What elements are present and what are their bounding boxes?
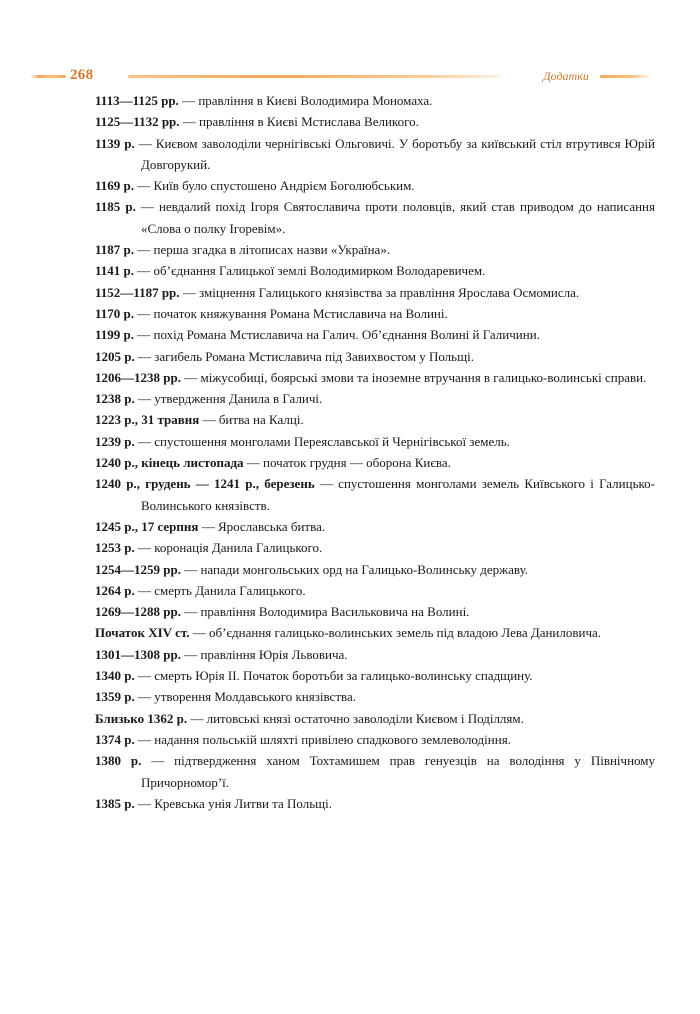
entry-date: 1205 р. (95, 348, 135, 364)
chronology-entry (95, 622, 655, 643)
entry-description: — смерть Юрія II. Початок боротьби за галицько-волинську спадщину. (134, 668, 533, 684)
entry-date: 1254—1259 рр. (95, 561, 181, 577)
entry-date: 1240 р., грудень — 1241 р., березень (95, 476, 315, 492)
chronology-entry (95, 346, 655, 367)
entry-description: — смерть Данила Галицького. (134, 582, 306, 598)
chronology-entry (95, 686, 655, 707)
header-rule-middle (128, 75, 500, 78)
section-title: Додатки (543, 69, 589, 83)
entry-date: 1245 р., 17 серпня (95, 518, 199, 534)
entry-description: — об’єднання Галицької землі Володимирком Володаревичем. (134, 263, 486, 279)
chronology-entry (95, 516, 655, 537)
entry-date: 1359 р. (95, 689, 135, 705)
entry-description: — Кревська унія Литви та Польщі. (134, 795, 333, 811)
chronology-entry (95, 473, 655, 516)
chronology-entry (95, 559, 655, 580)
entry-date: 1380 р. (95, 753, 142, 769)
entry-date: 1385 р. (95, 795, 135, 811)
entry-description: — загибель Романа Мстиславича під Завихвостом у Польщі. (134, 348, 474, 364)
chronology-entry (95, 90, 655, 111)
entry-date: 1125—1132 рр. (95, 114, 180, 130)
entry-date: 1187 р. (95, 242, 135, 258)
entry-description: — початок княжування Романа Мстиславича на Волині. (134, 305, 448, 321)
entry-description: — Києвом заволоділи чернігівські Ольговичі. У боротьбу за київський стіл втрутився Юрій Довгорукий. (134, 135, 655, 172)
header-rule-left (30, 75, 66, 78)
entry-description: — литовські князі остаточно заволоділи Києвом і Поділлям. (187, 710, 524, 726)
page-header (0, 62, 700, 88)
chronology-entry (95, 111, 655, 132)
entry-date: 1206—1238 рр. (95, 369, 181, 385)
entry-description: — коронація Данила Галицького. (134, 540, 323, 556)
entry-description: — утвердження Данила в Галичі. (134, 391, 323, 407)
entry-description: — правління Юрія Львовича. (180, 646, 348, 662)
entry-description: — правління в Києві Володимира Мономаха. (178, 93, 433, 108)
chronology-entry (95, 196, 655, 239)
entry-date: 1340 р. (95, 668, 135, 684)
entry-date: 1139 р. (95, 135, 135, 151)
entry-date: 1264 р. (95, 582, 135, 598)
entry-date: 1199 р. (95, 327, 135, 343)
entry-date: 1240 р., кінець листопада (95, 455, 244, 471)
chronology-list (95, 90, 655, 814)
chronology-entry (95, 580, 655, 601)
chronology-entry (95, 409, 655, 430)
chronology-entry (95, 793, 655, 814)
entry-description: — утворення Молдавського князівства. (134, 689, 356, 705)
entry-date: 1185 р. (95, 199, 136, 215)
entry-date: 1301—1308 рр. (95, 646, 181, 662)
chronology-entry (95, 750, 655, 793)
chronology-entry (95, 303, 655, 324)
chronology-entry (95, 324, 655, 345)
entry-description: — міжусобиці, боярські змови та іноземне втручання в галицько-волинські справи. (180, 369, 647, 385)
chronology-entry (95, 239, 655, 260)
entry-date: 1374 р. (95, 731, 135, 747)
chronology-entry (95, 133, 655, 176)
chronology-entry (95, 708, 655, 729)
entry-date: 1113—1125 рр. (95, 93, 179, 108)
chronology-entry (95, 175, 655, 196)
chronology-entry (95, 452, 655, 473)
entry-description: — надання польській шляхті привілею спадкового землеволодіння. (134, 731, 511, 747)
entry-date: 1141 р. (95, 263, 135, 279)
chronology-entry (95, 431, 655, 452)
entry-date: Близько 1362 р. (95, 710, 188, 726)
entry-date: 1269—1288 рр. (95, 604, 181, 620)
entry-date: 1170 р. (95, 305, 135, 321)
header-rule-right (600, 75, 652, 78)
chronology-entry (95, 282, 655, 303)
entry-description: — правління Володимира Васильковича на Волині. (180, 604, 470, 620)
entry-description: — похід Романа Мстиславича на Галич. Об’єднання Волині й Галичини. (134, 327, 540, 343)
chronology-entry (95, 644, 655, 665)
entry-description: — перша згадка в літописах назви «Україна». (134, 242, 391, 258)
entry-date: 1238 р. (95, 391, 135, 407)
chronology-entry (95, 388, 655, 409)
entry-date: 1239 р. (95, 433, 135, 449)
chronology-entry (95, 537, 655, 558)
chronology-entry (95, 260, 655, 281)
entry-description: — напади монгольських орд на Галицько-Волинську державу. (180, 561, 529, 577)
entry-description: — невдалий похід Ігоря Святославича проти половців, який став приводом до написання «Слова о полку Ігоревім». (135, 199, 655, 236)
entry-description: — Київ було спустошено Андрієм Боголюбським. (134, 178, 415, 194)
entry-description: — спустошення монголами земель Київського і Галицько-Волинського князівств. (141, 476, 655, 513)
entry-date: 1169 р. (95, 178, 135, 194)
chronology-entry (95, 665, 655, 686)
entry-description: — зміцнення Галицького князівства за правління Ярослава Осмомисла. (179, 284, 580, 300)
entry-date: 1152—1187 рр. (95, 284, 180, 300)
entry-description: — початок грудня — оборона Києва. (243, 455, 451, 471)
chronology-entry (95, 729, 655, 750)
chronology-entry (95, 367, 655, 388)
entry-date: Початок XIV ст. (95, 625, 190, 641)
entry-description: — правління в Києві Мстислава Великого. (179, 114, 419, 130)
page-number: 268 (70, 67, 94, 83)
chronology-entry (95, 601, 655, 622)
entry-description: — спустошення монголами Переяславської й Чернігівської земель. (134, 433, 510, 449)
entry-description: — об’єднання галицько-волинських земель під владою Лева Даниловича. (189, 625, 602, 641)
entry-date: 1223 р., 31 травня (95, 412, 200, 428)
entry-description: — Ярославська битва. (198, 518, 326, 534)
entry-description: — підтвердження ханом Тохтамишем прав генуезців на володіння у Північному Причорномор’ї. (141, 753, 656, 790)
entry-description: — битва на Калці. (199, 412, 304, 428)
entry-date: 1253 р. (95, 540, 135, 556)
